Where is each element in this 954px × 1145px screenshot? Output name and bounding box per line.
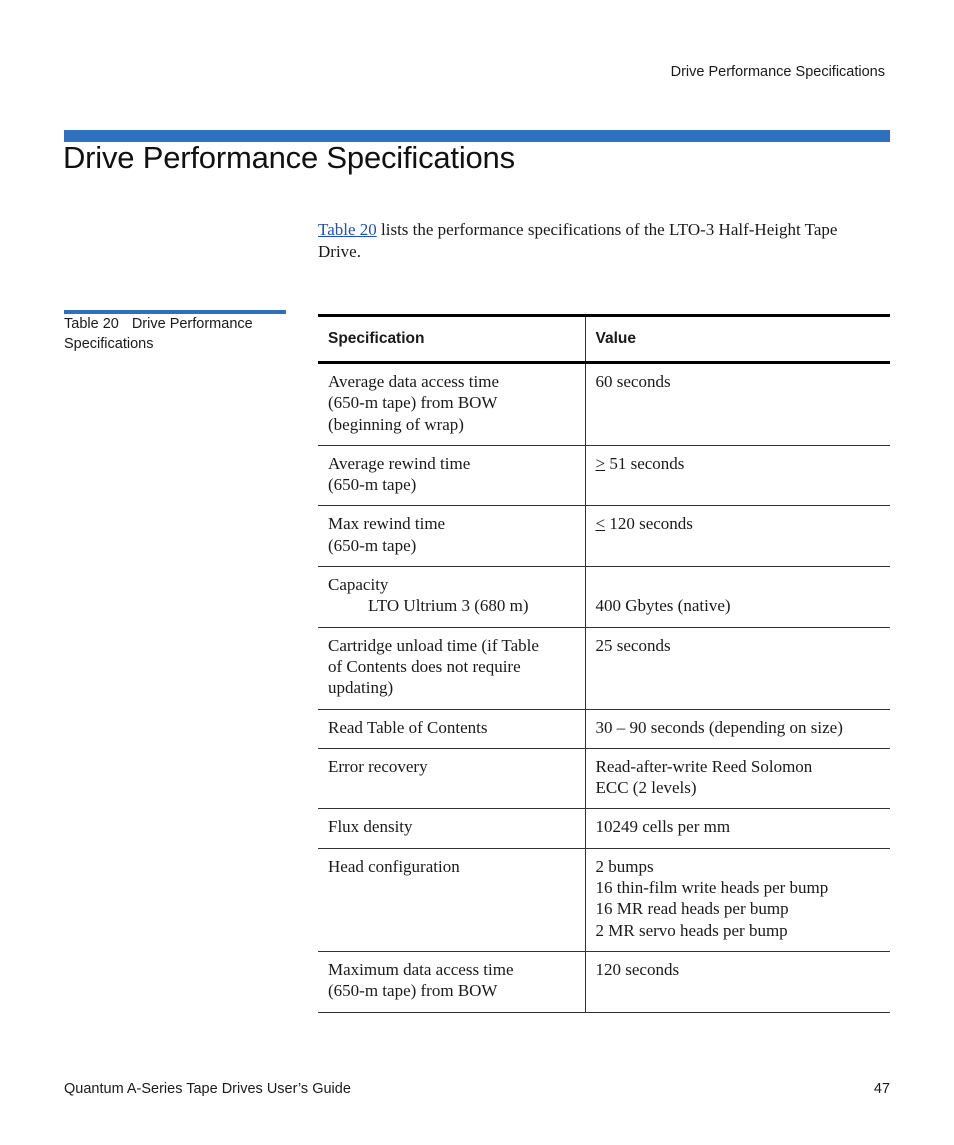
page-title: Drive Performance Specifications (63, 140, 515, 175)
intro-text: lists the performance specifications of the LTO-3 Half-Height Tape Drive. (318, 220, 838, 261)
footer-page-number: 47 (873, 1081, 890, 1097)
table-row (318, 363, 890, 446)
table-row (318, 445, 890, 506)
running-header: Drive Performance Specifications (670, 64, 885, 80)
value-cell: 30 – 90 seconds (depending on size) (585, 709, 890, 748)
footer-guide-title: Quantum A-Series Tape Drives User’s Guide (64, 1081, 351, 1097)
spec-indent: LTO Ultrium 3 (680 m) (368, 596, 529, 616)
table-header-row (318, 316, 890, 363)
value-cell: 400 Gbytes (native) (585, 567, 890, 628)
spec-cell: Maximum data access time (650-m tape) from BOW (318, 951, 585, 1012)
table-caption (64, 314, 294, 354)
table-row (318, 951, 890, 1012)
table-20-link[interactable]: Table 20 (318, 220, 377, 239)
spec-cell: Average data access time (650-m tape) from BOW (beginning of wrap) (318, 363, 585, 446)
header-specification: Specification (318, 316, 585, 363)
spec-table (318, 314, 890, 1013)
spec-cell: Error recovery (318, 748, 585, 809)
value-cell: 60 seconds (585, 363, 890, 446)
spec-cell: Flux density (318, 809, 585, 848)
header-value: Value (585, 316, 890, 363)
table-row (318, 506, 890, 567)
less-equal-symbol: < (595, 514, 606, 534)
table-row (318, 748, 890, 809)
value-cell: 10249 cells per mm (585, 809, 890, 848)
spec-cell: Head configuration (318, 848, 585, 951)
spec-cell: Read Table of Contents (318, 709, 585, 748)
greater-equal-symbol: > (595, 453, 606, 473)
table-row (318, 848, 890, 951)
table-row (318, 809, 890, 848)
value-cell: 25 seconds (585, 627, 890, 709)
value-cell: < 120 seconds (585, 506, 890, 567)
table-row (318, 567, 890, 628)
table-row (318, 627, 890, 709)
value-cell: > 51 seconds (585, 445, 890, 506)
spec-cell: Average rewind time (650-m tape) (318, 445, 585, 506)
spec-cell: Capacity LTO Ultrium 3 (680 m) (318, 567, 585, 628)
intro-paragraph (318, 219, 878, 263)
table-row (318, 709, 890, 748)
value-cell: Read-after-write Reed Solomon ECC (2 levels) (585, 748, 890, 809)
table-caption-text: Drive Performance Specifications (64, 316, 253, 352)
value-cell: 120 seconds (585, 951, 890, 1012)
spec-cell: Max rewind time (650-m tape) (318, 506, 585, 567)
value-cell: 2 bumps 16 thin-film write heads per bump 16 MR read heads per bump 2 MR servo heads per bump (585, 848, 890, 951)
table-caption-label: Table 20 (64, 316, 119, 332)
spec-cell: Cartridge unload time (if Table of Contents does not require updating) (318, 627, 585, 709)
